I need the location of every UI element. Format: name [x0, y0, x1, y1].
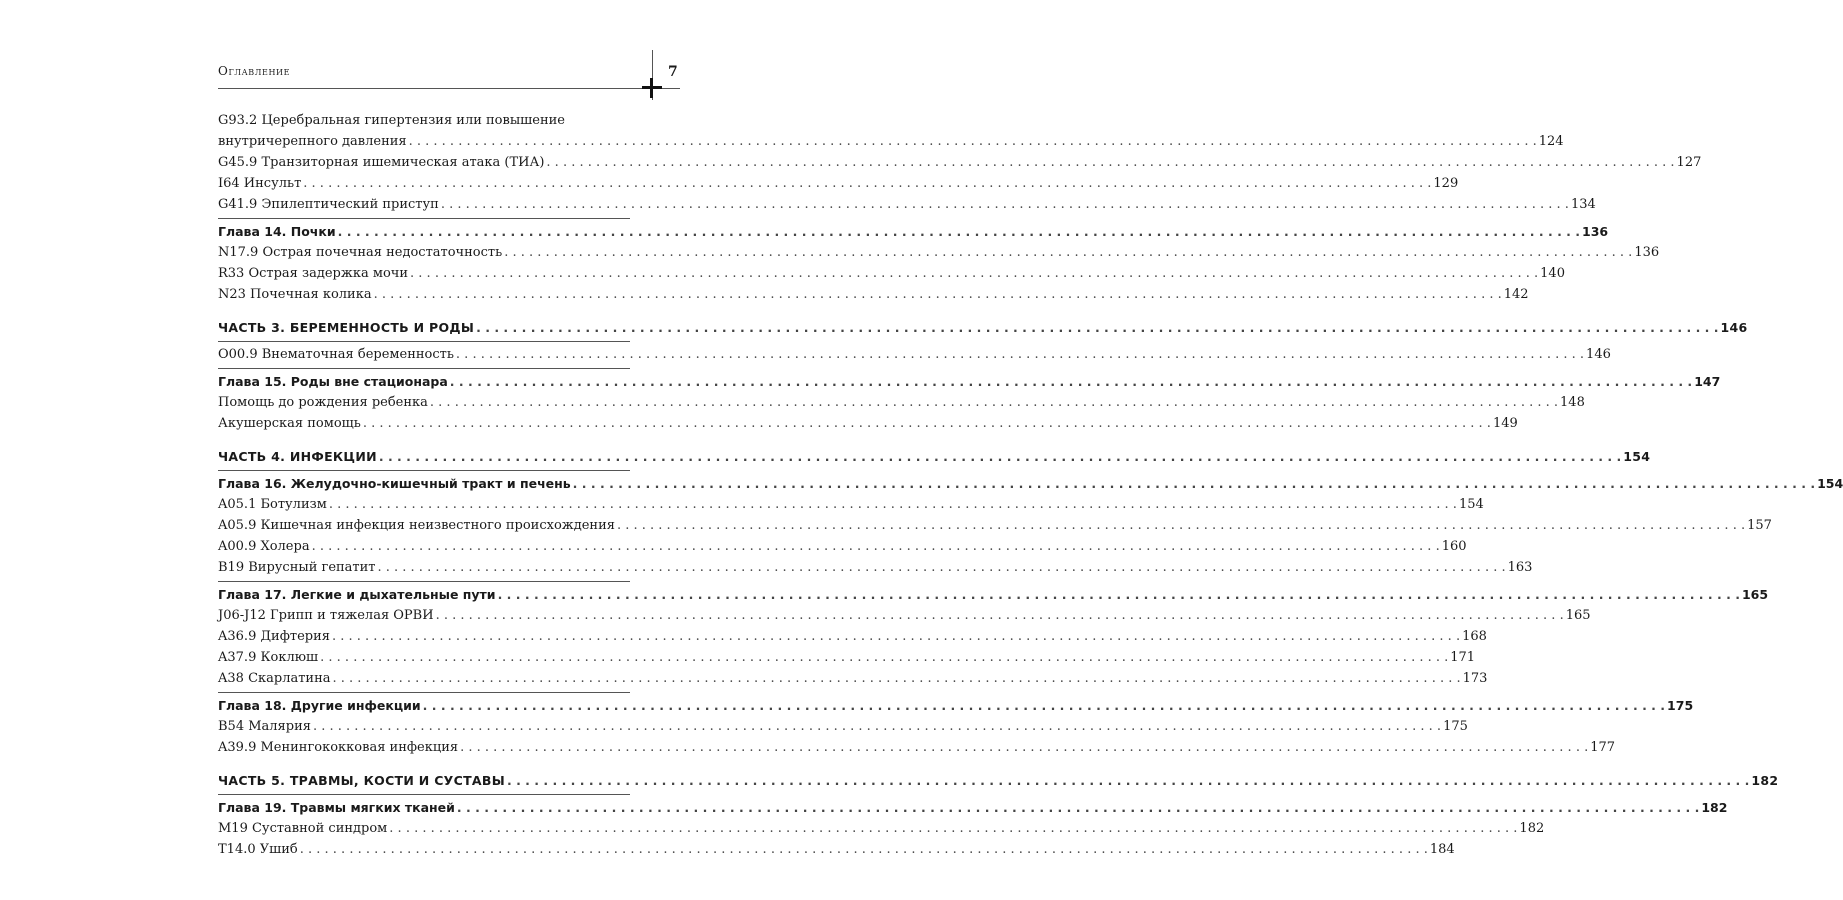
- dot-leader: [504, 242, 1632, 263]
- dot-leader: [476, 317, 1718, 338]
- toc-entry-title: G41.9 Эпилептический приступ: [218, 197, 439, 212]
- toc-entry-page: 163: [1507, 560, 1533, 575]
- toc-entry: [218, 242, 1660, 263]
- toc-entry: [218, 194, 1596, 215]
- toc-chapter-title: Глава 16. Желудочно-кишечный тракт и печень: [218, 476, 571, 491]
- toc-entry-page: 140: [1540, 266, 1565, 281]
- toc-entry: [218, 392, 1585, 413]
- toc-part-page: 182: [1751, 773, 1779, 788]
- section-divider: [218, 341, 630, 342]
- toc-entry-title: B19 Вирусный гепатит: [218, 560, 376, 575]
- toc-part-page: 146: [1720, 320, 1748, 335]
- header-rule: [218, 88, 680, 89]
- toc-chapter: [218, 221, 1609, 242]
- toc-entry: [218, 173, 1459, 194]
- dot-leader: [436, 605, 1564, 626]
- toc-part-page: 154: [1623, 449, 1651, 464]
- dot-leader: [507, 770, 1749, 791]
- toc-part-title: ЧАСТЬ 5. ТРАВМЫ, КОСТИ И СУСТАВЫ: [218, 773, 505, 788]
- toc-entry: [218, 515, 1772, 536]
- toc-entry: [218, 557, 1533, 578]
- toc-chapter: [218, 584, 1769, 605]
- dot-leader: [312, 536, 1440, 557]
- dot-leader: [313, 716, 1441, 737]
- dot-leader: [379, 446, 1621, 467]
- toc-part: [218, 446, 1651, 467]
- toc-entry: [218, 626, 1487, 647]
- toc-chapter-title: Глава 17. Легкие и дыхательные пути: [218, 587, 496, 602]
- toc-chapter-title: Глава 18. Другие инфекции: [218, 698, 421, 713]
- toc-entry-title: T14.0 Ушиб: [218, 842, 298, 857]
- section-divider: [218, 692, 630, 693]
- running-title: Оглавление: [218, 64, 291, 78]
- toc-chapter-page: 154: [1817, 476, 1843, 491]
- toc-entry: [218, 536, 1467, 557]
- toc-entry-title-line: G93.2 Церебральная гипертензия или повышение: [218, 113, 565, 128]
- dot-leader: [430, 392, 1558, 413]
- toc-chapter-page: 147: [1694, 374, 1721, 389]
- page-number: 7: [668, 64, 678, 80]
- toc-chapter-title: Глава 19. Травмы мягких тканей: [218, 800, 455, 815]
- toc-chapter: [218, 797, 1728, 818]
- toc-part: [218, 770, 1779, 791]
- toc-chapter-page: 182: [1701, 800, 1728, 815]
- crop-mark-icon: [642, 78, 662, 98]
- toc-entry-page: 184: [1429, 842, 1455, 857]
- toc-entry: [218, 413, 1518, 434]
- toc-entry-title: O00.9 Внематочная беременность: [218, 347, 454, 362]
- toc-entry-title: A37.9 Коклюш: [218, 650, 319, 665]
- dot-leader: [573, 473, 1815, 494]
- toc-entry-page: 129: [1433, 176, 1459, 191]
- toc-entry-page: 171: [1450, 650, 1476, 665]
- dot-leader: [460, 737, 1588, 758]
- toc-entry-page: 134: [1570, 197, 1596, 212]
- dot-leader: [423, 695, 1665, 716]
- toc-entry-page: 182: [1519, 821, 1545, 836]
- dot-leader: [332, 626, 1460, 647]
- toc-entry: [218, 647, 1476, 668]
- table-of-contents: [218, 110, 1843, 860]
- toc-entry-title: N23 Почечная колика: [218, 287, 372, 302]
- toc-entry-title: A39.9 Менингококковая инфекция: [218, 740, 459, 755]
- toc-part-title: ЧАСТЬ 3. БЕРЕМЕННОСТЬ И РОДЫ: [218, 320, 475, 335]
- toc-entry-title: M19 Суставной синдром: [218, 821, 388, 836]
- toc-entry-title: Акушерская помощь: [218, 416, 361, 431]
- toc-entry: [218, 284, 1529, 305]
- section-divider: [218, 368, 630, 369]
- toc-entry-page: 149: [1492, 416, 1518, 431]
- dot-leader: [409, 131, 1537, 152]
- toc-entry-page: 127: [1676, 155, 1702, 170]
- toc-chapter-page: 175: [1667, 698, 1694, 713]
- dot-leader: [441, 194, 1569, 215]
- toc-part: [218, 317, 1748, 338]
- toc-entry: [218, 344, 1611, 365]
- toc-entry-page: 157: [1747, 518, 1772, 533]
- toc-entry-page: 148: [1560, 395, 1585, 410]
- dot-leader: [320, 647, 1448, 668]
- section-divider: [218, 218, 630, 219]
- toc-entry: [218, 152, 1702, 173]
- toc-entry: [218, 494, 1484, 515]
- toc-entry-page: 173: [1462, 671, 1488, 686]
- dot-leader: [617, 515, 1745, 536]
- toc-entry-page: 136: [1634, 245, 1660, 260]
- dot-leader: [377, 557, 1505, 578]
- toc-entry-title: Помощь до рождения ребенка: [218, 395, 428, 410]
- toc-entry-page: 124: [1538, 134, 1564, 149]
- toc-part-title: ЧАСТЬ 4. ИНФЕКЦИИ: [218, 449, 377, 464]
- toc-entry-title: N17.9 Острая почечная недостаточность: [218, 245, 503, 260]
- toc-entry-title: A05.1 Ботулизм: [218, 497, 327, 512]
- toc-entry: [218, 131, 1564, 152]
- toc-entry-page: 146: [1586, 347, 1611, 362]
- section-divider: [218, 794, 630, 795]
- toc-entry-title: R33 Острая задержка мочи: [218, 266, 409, 281]
- dot-leader: [456, 344, 1584, 365]
- dot-leader: [333, 668, 1461, 689]
- toc-entry-page: 142: [1503, 287, 1529, 302]
- toc-entry: [218, 605, 1591, 626]
- dot-leader: [389, 818, 1517, 839]
- toc-entry-title: A05.9 Кишечная инфекция неизвестного происхождения: [218, 518, 615, 533]
- toc-entry-title: G45.9 Транзиторная ишемическая атака (ТИА): [218, 155, 545, 170]
- toc-chapter-title: Глава 15. Роды вне стационара: [218, 374, 448, 389]
- toc-entry-page: 175: [1443, 719, 1468, 734]
- dot-leader: [457, 797, 1699, 818]
- dot-leader: [546, 152, 1674, 173]
- toc-entry-title: внутричерепного давления: [218, 134, 407, 149]
- dot-leader: [338, 221, 1580, 242]
- toc-entry-page: 154: [1458, 497, 1484, 512]
- toc-entry-title: A36.9 Дифтерия: [218, 629, 330, 644]
- toc-entry: [218, 737, 1616, 758]
- toc-chapter: [218, 371, 1721, 392]
- toc-entry-page: 160: [1441, 539, 1467, 554]
- toc-chapter-title: Глава 14. Почки: [218, 224, 336, 239]
- dot-leader: [410, 263, 1538, 284]
- dot-leader: [450, 371, 1692, 392]
- toc-entry: [218, 668, 1488, 689]
- toc-entry-title: A38 Скарлатина: [218, 671, 331, 686]
- section-divider: [218, 581, 630, 582]
- dot-leader: [363, 413, 1491, 434]
- toc-entry-title: B54 Малярия: [218, 719, 311, 734]
- toc-entry-title: I64 Инсульт: [218, 176, 302, 191]
- toc-entry-page: 168: [1462, 629, 1487, 644]
- dot-leader: [329, 494, 1457, 515]
- toc-entry-page: 177: [1590, 740, 1616, 755]
- dot-leader: [303, 173, 1431, 194]
- toc-chapter-page: 136: [1582, 224, 1609, 239]
- section-divider: [218, 470, 630, 471]
- toc-entry-title: J06-J12 Грипп и тяжелая ОРВИ: [218, 608, 434, 623]
- toc-entry: [218, 818, 1545, 839]
- toc-chapter: [218, 695, 1694, 716]
- dot-leader: [374, 284, 1502, 305]
- toc-entry-page: 165: [1565, 608, 1591, 623]
- toc-entry: [218, 263, 1565, 284]
- dot-leader: [300, 839, 1428, 860]
- toc-entry-title: A00.9 Холера: [218, 539, 310, 554]
- toc-entry: [218, 716, 1468, 737]
- toc-chapter-page: 165: [1741, 587, 1769, 602]
- toc-chapter: [218, 473, 1843, 494]
- dot-leader: [498, 584, 1740, 605]
- toc-entry: [218, 839, 1455, 860]
